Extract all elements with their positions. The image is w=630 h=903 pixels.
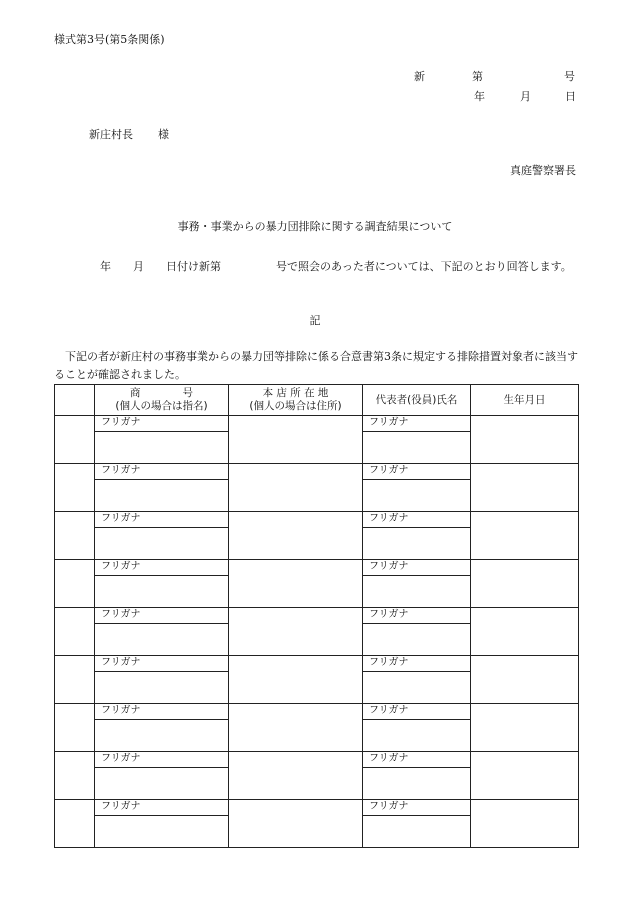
shogo-furigana: フリガナ bbox=[95, 752, 229, 768]
shogo-furigana: フリガナ bbox=[95, 416, 229, 432]
table-row bbox=[55, 560, 579, 576]
shogo-name-cell[interactable] bbox=[95, 624, 229, 656]
birthdate-cell[interactable] bbox=[471, 704, 579, 752]
table-row bbox=[55, 416, 579, 432]
row-index-cell bbox=[55, 512, 95, 560]
header-index bbox=[55, 385, 95, 416]
birthdate-cell[interactable] bbox=[471, 608, 579, 656]
header-address-label: 本 店 所 在 地 bbox=[262, 387, 329, 399]
body-paragraph-2 bbox=[54, 348, 580, 384]
shogo-name-cell[interactable] bbox=[95, 528, 229, 560]
address-cell[interactable] bbox=[229, 704, 363, 752]
row-index-cell bbox=[55, 752, 95, 800]
header-shogo-label: 商 号 bbox=[130, 387, 193, 399]
body-1-text: 年 月 日付け新第 号で照会のあった者については、下記のとおり回答します。 bbox=[100, 260, 572, 273]
birthdate-cell[interactable] bbox=[471, 560, 579, 608]
shogo-name-cell[interactable] bbox=[95, 816, 229, 848]
header-address-note: (個人の場合は住所) bbox=[249, 400, 342, 412]
header-representative: 代表者(役員)氏名 bbox=[363, 385, 471, 416]
shogo-furigana: フリガナ bbox=[95, 656, 229, 672]
table-header-row bbox=[55, 385, 579, 416]
rep-furigana: フリガナ bbox=[363, 656, 471, 672]
rep-name-cell[interactable] bbox=[363, 576, 471, 608]
addressee bbox=[89, 128, 169, 142]
header-shogo bbox=[95, 385, 229, 416]
shogo-name-cell[interactable] bbox=[95, 672, 229, 704]
form-number: 様式第3号(第5条関係) bbox=[54, 33, 165, 46]
doc-no-mid: 第 bbox=[472, 70, 483, 83]
row-index-cell bbox=[55, 464, 95, 512]
doc-no-prefix: 新 bbox=[414, 70, 425, 83]
addressee-honorific: 様 bbox=[158, 128, 169, 141]
row-index-cell bbox=[55, 560, 95, 608]
row-index-cell bbox=[55, 416, 95, 464]
date-month: 月 bbox=[520, 90, 531, 103]
shogo-furigana: フリガナ bbox=[95, 512, 229, 528]
shogo-name-cell[interactable] bbox=[95, 480, 229, 512]
address-cell[interactable] bbox=[229, 464, 363, 512]
row-index-cell bbox=[55, 800, 95, 848]
header-shogo-note: (個人の場合は指名) bbox=[115, 400, 208, 412]
body-paragraph-1 bbox=[54, 258, 578, 276]
shogo-name-cell[interactable] bbox=[95, 720, 229, 752]
rep-furigana: フリガナ bbox=[363, 752, 471, 768]
row-index-cell bbox=[55, 608, 95, 656]
rep-name-cell[interactable] bbox=[363, 480, 471, 512]
shogo-furigana: フリガナ bbox=[95, 608, 229, 624]
shogo-furigana: フリガナ bbox=[95, 464, 229, 480]
birthdate-cell[interactable] bbox=[471, 752, 579, 800]
ki-heading: 記 bbox=[309, 314, 321, 327]
table-row bbox=[55, 752, 579, 768]
birthdate-cell[interactable] bbox=[471, 464, 579, 512]
rep-furigana: フリガナ bbox=[363, 800, 471, 816]
date-year: 年 bbox=[474, 90, 485, 103]
rep-furigana: フリガナ bbox=[363, 416, 471, 432]
address-cell[interactable] bbox=[229, 512, 363, 560]
rep-furigana: フリガナ bbox=[363, 512, 471, 528]
shogo-furigana: フリガナ bbox=[95, 560, 229, 576]
table-row bbox=[55, 608, 579, 624]
addressee-name: 新庄村長 bbox=[89, 128, 133, 141]
date-day: 日 bbox=[565, 90, 576, 103]
row-index-cell bbox=[55, 656, 95, 704]
table-row bbox=[55, 464, 579, 480]
rep-name-cell[interactable] bbox=[363, 528, 471, 560]
body-2-text: 下記の者が新庄村の事務事業からの暴力団等排除に係る合意書第3条に規定する排除措置対象者に該当することが確認されました。 bbox=[54, 350, 578, 381]
address-cell[interactable] bbox=[229, 608, 363, 656]
rep-furigana: フリガナ bbox=[363, 560, 471, 576]
header-birthdate: 生年月日 bbox=[471, 385, 579, 416]
rep-furigana: フリガナ bbox=[363, 464, 471, 480]
header-address bbox=[229, 385, 363, 416]
table-body bbox=[55, 416, 579, 848]
shogo-name-cell[interactable] bbox=[95, 576, 229, 608]
address-cell[interactable] bbox=[229, 560, 363, 608]
row-index-cell bbox=[55, 704, 95, 752]
subject-title: 事務・事業からの暴力団排除に関する調査結果について bbox=[177, 220, 453, 233]
address-cell[interactable] bbox=[229, 800, 363, 848]
rep-furigana: フリガナ bbox=[363, 704, 471, 720]
sender: 真庭警察署長 bbox=[510, 164, 576, 177]
address-cell[interactable] bbox=[229, 752, 363, 800]
rep-name-cell[interactable] bbox=[363, 720, 471, 752]
table-row bbox=[55, 656, 579, 672]
birthdate-cell[interactable] bbox=[471, 416, 579, 464]
birthdate-cell[interactable] bbox=[471, 656, 579, 704]
shogo-name-cell[interactable] bbox=[95, 432, 229, 464]
birthdate-cell[interactable] bbox=[471, 512, 579, 560]
rep-furigana: フリガナ bbox=[363, 608, 471, 624]
result-table bbox=[54, 384, 579, 848]
rep-name-cell[interactable] bbox=[363, 672, 471, 704]
shogo-furigana: フリガナ bbox=[95, 704, 229, 720]
table-row bbox=[55, 512, 579, 528]
shogo-furigana: フリガナ bbox=[95, 800, 229, 816]
table-row bbox=[55, 704, 579, 720]
rep-name-cell[interactable] bbox=[363, 768, 471, 800]
address-cell[interactable] bbox=[229, 656, 363, 704]
rep-name-cell[interactable] bbox=[363, 816, 471, 848]
rep-name-cell[interactable] bbox=[363, 624, 471, 656]
address-cell[interactable] bbox=[229, 416, 363, 464]
doc-no-suffix: 号 bbox=[564, 70, 575, 83]
birthdate-cell[interactable] bbox=[471, 800, 579, 848]
shogo-name-cell[interactable] bbox=[95, 768, 229, 800]
rep-name-cell[interactable] bbox=[363, 432, 471, 464]
table-row bbox=[55, 800, 579, 816]
